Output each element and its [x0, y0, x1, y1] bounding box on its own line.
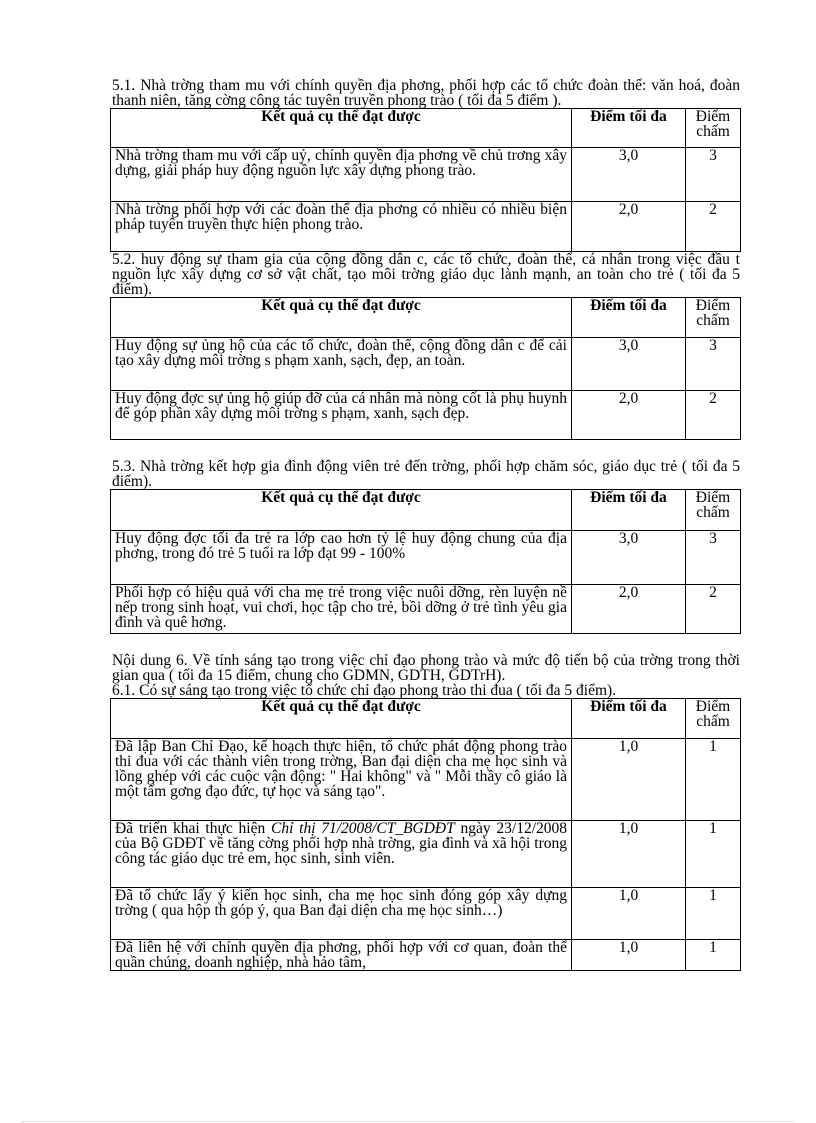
- row-description: Phối hợp có hiệu quả với cha mẹ trẻ trong việc nuôi dỡng, rèn luyện nề nếp trong sinh hoạt, vui chơi, học tập cho trẻ, bồi dỡng ở trẻ tình yêu gia đình và quê hơng.: [111, 585, 572, 634]
- table-row: [111, 585, 741, 634]
- row-max-score: 3,0: [572, 148, 686, 202]
- score-table-5-1: [110, 108, 741, 252]
- row-max-score: 1,0: [572, 888, 686, 940]
- row-max-score: 2,0: [572, 202, 686, 252]
- header-max-score: Điểm tối đa: [572, 109, 686, 148]
- row-max-score: 2,0: [572, 585, 686, 634]
- header-result: Kết quả cụ thể đạt được: [111, 298, 572, 338]
- header-score: Điểm chấm: [686, 109, 741, 148]
- table-row: [111, 940, 741, 971]
- table-header-row: [111, 490, 741, 531]
- row-description: Huy động đợc sự ủng hộ giúp đỡ của cá nhân mà nòng cốt là phụ huynh để góp phần xây dựng môi trờng s phạm, xanh, sạch đẹp.: [111, 391, 572, 440]
- row-max-score: 3,0: [572, 338, 686, 391]
- table-header-row: [111, 109, 741, 148]
- table-row: [111, 148, 741, 202]
- row-description: Huy động sự ủng hộ của các tổ chức, đoàn thể, cộng đồng dân c để cải tạo xây dựng môi trờng s phạm xanh, sạch, đẹp, an toàn.: [111, 338, 572, 391]
- row-description-text: ngày 23/12/2008 của Bộ GDĐT về tăng cờng phối hợp nhà trờng, gia đình và xã hội trong công tác giáo dục trẻ em, học sinh, sinh viên.: [115, 820, 568, 867]
- score-table-5-3: [110, 489, 741, 634]
- header-max-score: Điểm tối đa: [572, 699, 686, 739]
- row-max-score: 2,0: [572, 391, 686, 440]
- row-description: Nhà trờng tham mu với cấp uỷ, chính quyền địa phơng về chủ trơng xây dựng, giải pháp huy động nguồn lực xây dựng phong trào.: [111, 148, 572, 202]
- table-row: [111, 338, 741, 391]
- row-description: Huy động đợc tối đa trẻ ra lớp cao hơn tỷ lệ huy động chung của địa phơng, trong đó trẻ 5 tuổi ra lớp đạt 99 - 100%: [111, 531, 572, 585]
- row-max-score: 3,0: [572, 531, 686, 585]
- row-score: 1: [686, 821, 741, 888]
- section-intro-5-1: 5.1. Nhà trờng tham mu với chính quyền địa phơng, phối hợp các tổ chức đoàn thể: văn hoá, đoàn thanh niên, tăng cờng công tác tuyên truyền phong trào ( tối đa 5 điểm ).: [112, 77, 740, 109]
- table-row: [111, 202, 741, 252]
- row-description: Đã lập Ban Chỉ Đạo, kế hoạch thực hiện, tổ chức phát động phong trào thi đua với các thành viên trong trờng, Ban đại diện cha mẹ học sinh và lồng ghép với các cuộc vận động: " Hai không" và " Mỗi thầy cô giáo là một tấm gơng đạo đức, tự học và sáng tạo".: [111, 739, 572, 821]
- header-score: Điểm chấm: [686, 699, 741, 739]
- table-row: [111, 391, 741, 440]
- row-score: 1: [686, 888, 741, 940]
- directive-reference: Chỉ thị 71/2008/CT_BGDĐT: [270, 820, 455, 837]
- table-header-row: [111, 699, 741, 739]
- row-max-score: 1,0: [572, 821, 686, 888]
- table-row: [111, 739, 741, 821]
- row-description: Đã liên hệ với chính quyền địa phơng, phối hợp với cơ quan, đoàn thể quần chúng, doanh nghiệp, nhà hảo tâm,: [115, 940, 567, 970]
- header-result: Kết quả cụ thể đạt được: [111, 699, 572, 739]
- table-row: [111, 821, 741, 888]
- table-row: [111, 531, 741, 585]
- row-description: Đã tổ chức lấy ý kiến học sinh, cha mẹ học sinh đóng góp xây dựng trờng ( qua hộp th góp ý, qua Ban đại diện cha mẹ học sinh…): [111, 888, 572, 940]
- header-result: Kết quả cụ thể đạt được: [111, 490, 572, 531]
- row-description: Nhà trờng phối hợp với các đoàn thể địa phơng có nhiều có nhiều biện pháp tuyên truyền thực hiện phong trào.: [111, 202, 572, 252]
- section-intro-6-1: 6.1. Có sự sáng tạo trong việc tổ chức chỉ đạo phong trào thi đua ( tối đa 5 điểm).: [112, 682, 617, 699]
- header-max-score: Điểm tối đa: [572, 490, 686, 531]
- row-description: [111, 821, 572, 888]
- row-score: 1: [686, 940, 741, 971]
- header-score: Điểm chấm: [686, 298, 741, 338]
- row-score: 3: [686, 338, 741, 391]
- section-intro-5-2: 5.2. huy động sự tham gia của cộng đồng dân c, các tổ chức, đoàn thể, cá nhân trong việc đầu t nguồn lực xây dựng cơ sở vật chất, tạo môi trờng giáo dục lành mạnh, an toàn cho trẻ ( tối đa 5 điểm).: [112, 251, 740, 298]
- document-page: [112, 78, 740, 971]
- row-score: 2: [686, 391, 741, 440]
- header-max-score: Điểm tối đa: [572, 298, 686, 338]
- row-score: 2: [686, 202, 741, 252]
- content-6-intro: Nội dung 6. Về tính sáng tạo trong việc chỉ đạo phong trào và mức độ tiến bộ của trờng trong thời gian qua ( tối đa 15 điểm, chung cho GDMN, GDTH, GDTrH).: [112, 652, 740, 684]
- row-score: 3: [686, 148, 741, 202]
- row-description-text: Đã triển khai thực hiện: [115, 820, 271, 837]
- row-score: 1: [686, 739, 741, 821]
- score-table-6-1: [110, 698, 741, 971]
- row-max-score: 1,0: [572, 739, 686, 821]
- table-row: [111, 888, 741, 940]
- header-result: Kết quả cụ thể đạt được: [111, 109, 572, 148]
- row-max-score: 1,0: [572, 940, 686, 971]
- table-header-row: [111, 298, 741, 338]
- row-score: 3: [686, 531, 741, 585]
- section-intro-5-3: 5.3. Nhà trờng kết hợp gia đình động viên trẻ đến trờng, phối hợp chăm sóc, giáo dục trẻ ( tối đa 5 điểm).: [112, 458, 740, 490]
- score-table-5-2: [110, 297, 741, 440]
- row-score: 2: [686, 585, 741, 634]
- header-score: Điểm chấm: [686, 490, 741, 531]
- page-bottom-rule: [22, 1121, 794, 1122]
